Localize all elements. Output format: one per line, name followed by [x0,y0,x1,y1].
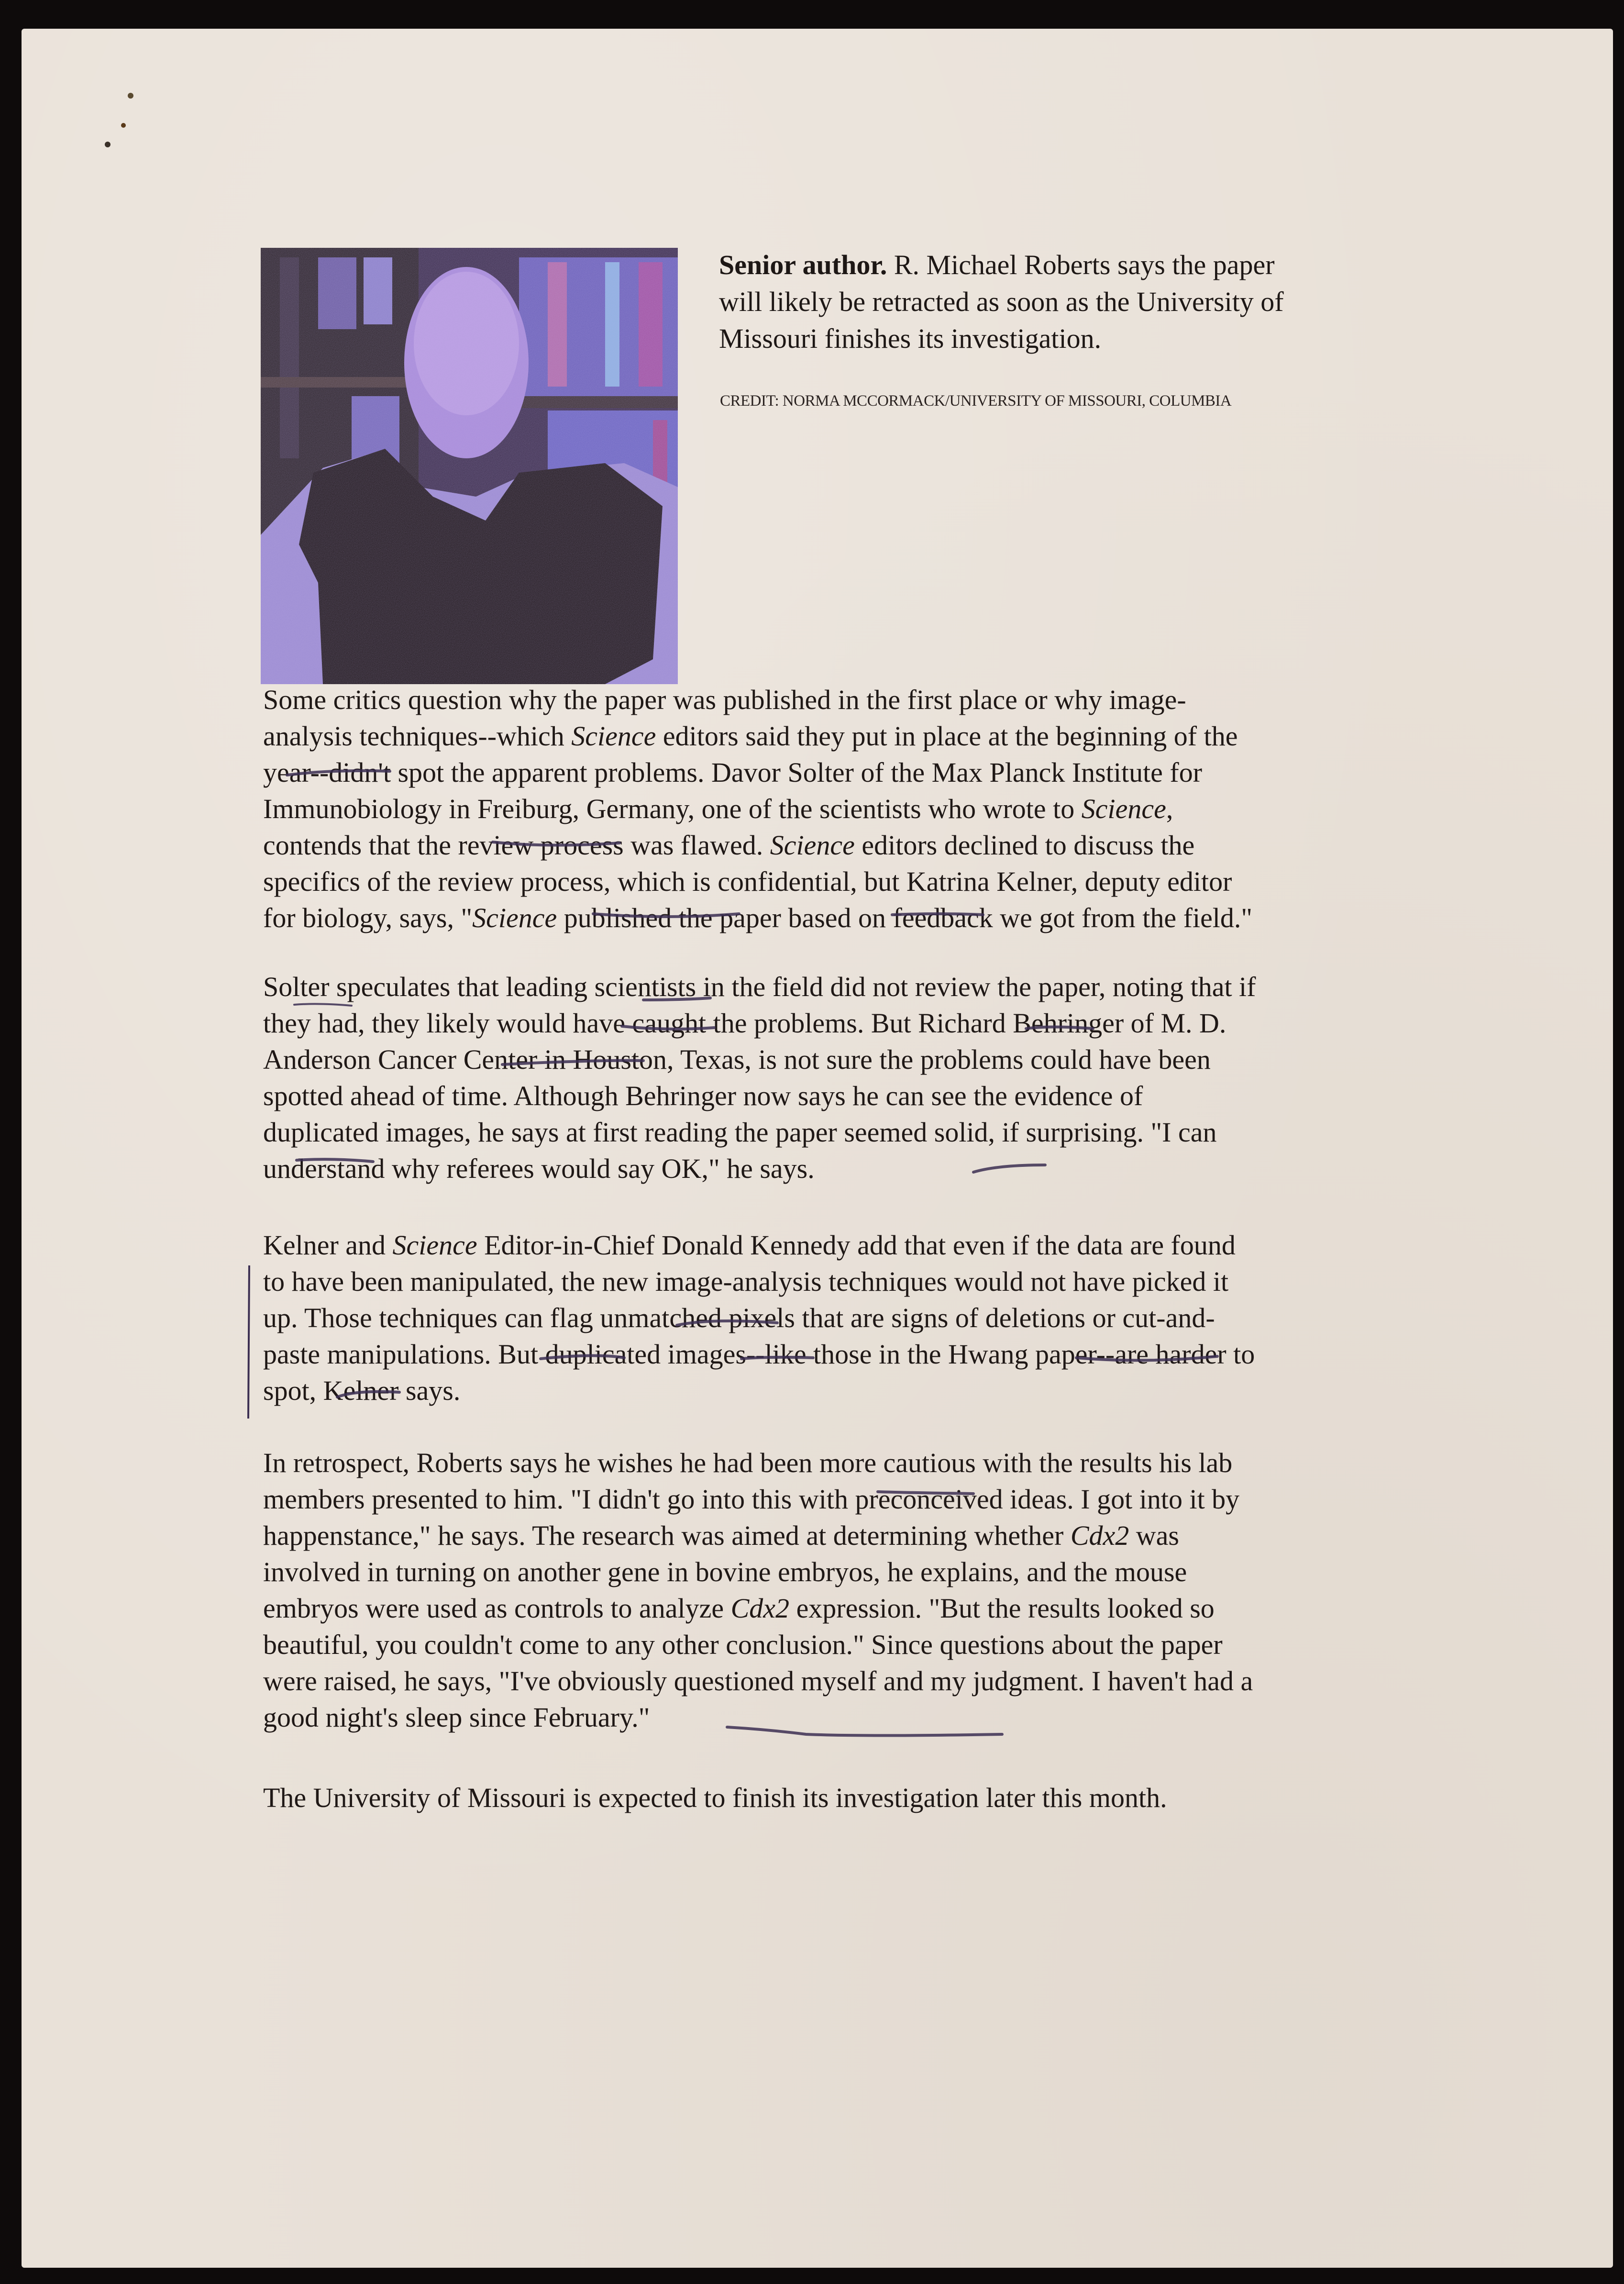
italic-term: Science [392,1230,477,1261]
paragraph-4 [263,1445,1430,1736]
text-line [263,1227,1430,1264]
text-segment: embryos were used as controls to analyze [263,1593,731,1624]
text-line [263,1445,1430,1481]
text-line [263,1336,1430,1373]
italic-term: Science [1081,793,1166,824]
paragraph-3 [263,1227,1430,1409]
text-segment: In retrospect, Roberts says he wishes he had been more cautious with the results his lab [263,1447,1233,1478]
text-segment: , [1166,793,1173,824]
text-segment: published the paper based on feedback we got from the field." [557,902,1253,933]
text-segment: spot, Kelner says. [263,1375,461,1406]
text-segment: editors said they put in place at the beginning of the [656,721,1238,752]
text-segment: Kelner and [263,1230,393,1261]
text-segment: members presented to him. "I didn't go into this with preconceived ideas. I got into it by [263,1484,1240,1515]
text-segment: happenstance," he says. The research was aimed at determining whether [263,1520,1071,1551]
paragraph-1 [263,682,1430,936]
text-segment: was [1129,1520,1179,1551]
margin-bracket [246,1263,252,1421]
italic-term: Science [472,902,557,933]
text-line [263,1590,1430,1627]
text-line [263,969,1430,1005]
text-line [263,1481,1430,1518]
text-segment: Some critics question why the paper was published in the first place or why image- [263,684,1186,715]
staple-marks [93,81,151,158]
text-segment: they had, they likely would have caught the problems. But Richard Behringer of M. D. [263,1008,1226,1039]
author-photo [261,248,678,684]
italic-term: Cdx2 [1070,1520,1129,1551]
text-line [263,1780,1430,1816]
text-segment: Solter speculates that leading scientists in the field did not review the paper, noting that if [263,971,1256,1002]
text-line [263,718,1430,754]
text-line [263,791,1430,827]
text-line [263,1663,1430,1699]
caption-line: Senior author. R. Michael Roberts says the paper [719,249,1275,280]
caption-line: will likely be retracted as soon as the University of [719,286,1284,317]
caption-line: Missouri finishes its investigation. [719,323,1102,354]
italic-term: Science [770,830,855,861]
text-line [263,1264,1430,1300]
text-line [263,900,1430,936]
text-segment: duplicated images, he says at first reading the paper seemed solid, if surprising. "I can [263,1117,1217,1148]
text-segment: Immunobiology in Freiburg, Germany, one of the scientists who wrote to [263,793,1082,824]
text-line [263,754,1430,791]
text-line [263,1005,1430,1042]
text-segment: beautiful, you couldn't come to any other conclusion." Since questions about the paper [263,1629,1223,1660]
paragraph-2 [263,969,1430,1187]
text-segment: spotted ahead of time. Although Behringer now says he can see the evidence of [263,1080,1143,1111]
text-line [263,1300,1430,1336]
text-segment: The University of Missouri is expected to finish its investigation later this month. [263,1782,1167,1813]
text-segment: analysis techniques--which [263,721,572,752]
text-segment: specifics of the review process, which is confidential, but Katrina Kelner, deputy editor [263,866,1232,897]
text-segment: were raised, he says, "I've obviously questioned myself and my judgment. I haven't had a [263,1665,1253,1696]
text-line [263,1627,1430,1663]
paragraph-5 [263,1780,1430,1816]
text-segment: for biology, says, " [263,902,473,933]
text-line [263,827,1430,864]
text-segment: involved in turning on another gene in bovine embryos, he explains, and the mouse [263,1556,1187,1587]
text-segment: editors declined to discuss the [854,830,1195,861]
text-line [263,1518,1430,1554]
text-line [263,864,1430,900]
text-segment: Anderson Cancer Center in Houston, Texas, is not sure the problems could have been [263,1044,1211,1075]
italic-term: Science [571,721,656,752]
text-segment: good night's sleep since February." [263,1702,650,1733]
text-segment: paste manipulations. But duplicated images--like those in the Hwang paper--are harder to [263,1339,1255,1370]
text-segment: expression. "But the results looked so [789,1593,1215,1624]
text-line [263,1042,1430,1078]
italic-term: Cdx2 [730,1593,790,1624]
photo-caption [719,246,1427,357]
text-segment: understand why referees would say OK," he says. [263,1153,815,1184]
text-segment: up. Those techniques can flag unmatched pixels that are signs of deletions or cut-and- [263,1302,1215,1333]
text-line [263,682,1430,718]
photo-credit: CREDIT: NORMA MCCORMACK/UNIVERSITY OF MISSOURI, COLUMBIA [720,392,1232,410]
text-line [263,1078,1430,1114]
text-segment: Editor-in-Chief Donald Kennedy add that even if the data are found [477,1230,1236,1261]
text-segment: contends that the review process was flawed. [263,830,770,861]
text-segment: year--didn't spot the apparent problems. Davor Solter of the Max Planck Institute for [263,757,1203,788]
text-line [263,1373,1430,1409]
text-line [263,1151,1430,1187]
text-segment: to have been manipulated, the new image-analysis techniques would not have picked it [263,1266,1229,1297]
portrait-illustration [261,248,678,684]
text-line [263,1699,1430,1736]
caption-bold-lead: Senior author. [719,249,887,280]
text-line [263,1554,1430,1590]
text-line [263,1114,1430,1151]
document-page [22,29,1613,2268]
